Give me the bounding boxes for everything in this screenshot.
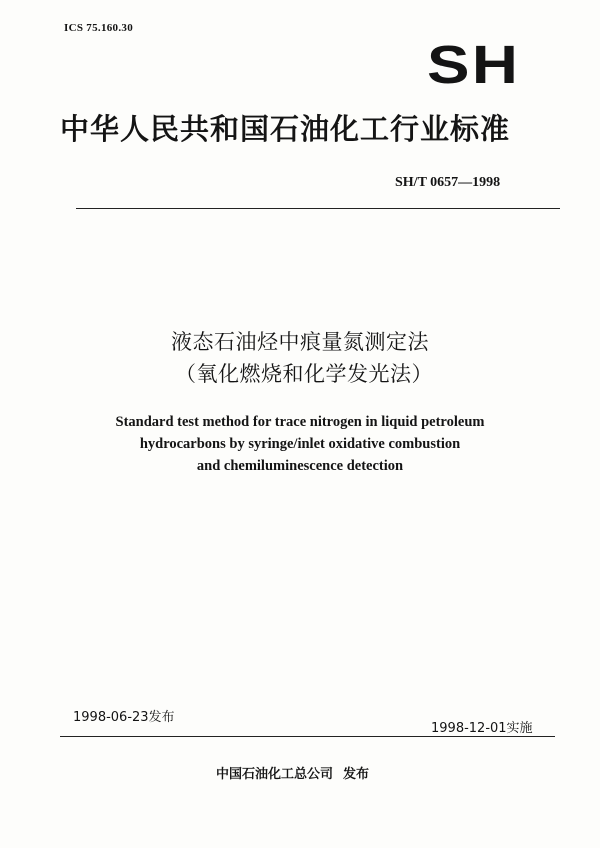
publisher-line [216, 763, 369, 782]
title-chinese-line1: 液态石油烃中痕量氮测定法 [171, 330, 429, 354]
publish-date: 1998-06-23发布 [73, 710, 175, 725]
sh-logo: SH [427, 35, 521, 95]
title-english-line1: Standard test method for trace nitrogen in liquid petroleum [115, 414, 485, 430]
publisher-action: 发布 [343, 767, 370, 782]
title-english-line3: and chemiluminescence detection [196, 458, 404, 474]
effective-date: 1998-12-01实施 [431, 721, 533, 736]
publisher-name: 中国石油化工总公司 [216, 767, 334, 782]
title-english [0, 411, 600, 477]
ics-code: ICS 75.160.30 [64, 22, 133, 34]
title-chinese-line2: （氧化燃烧和化学发光法） [175, 362, 433, 386]
standard-number: SH/T 0657—1998 [395, 175, 501, 190]
header-divider [76, 208, 560, 209]
footer-divider [60, 736, 555, 737]
organization-title: 中华人民共和国石油化工行业标准 [60, 112, 511, 146]
title-english-line2: hydrocarbons by syringe/inlet oxidative combustion [139, 436, 461, 452]
